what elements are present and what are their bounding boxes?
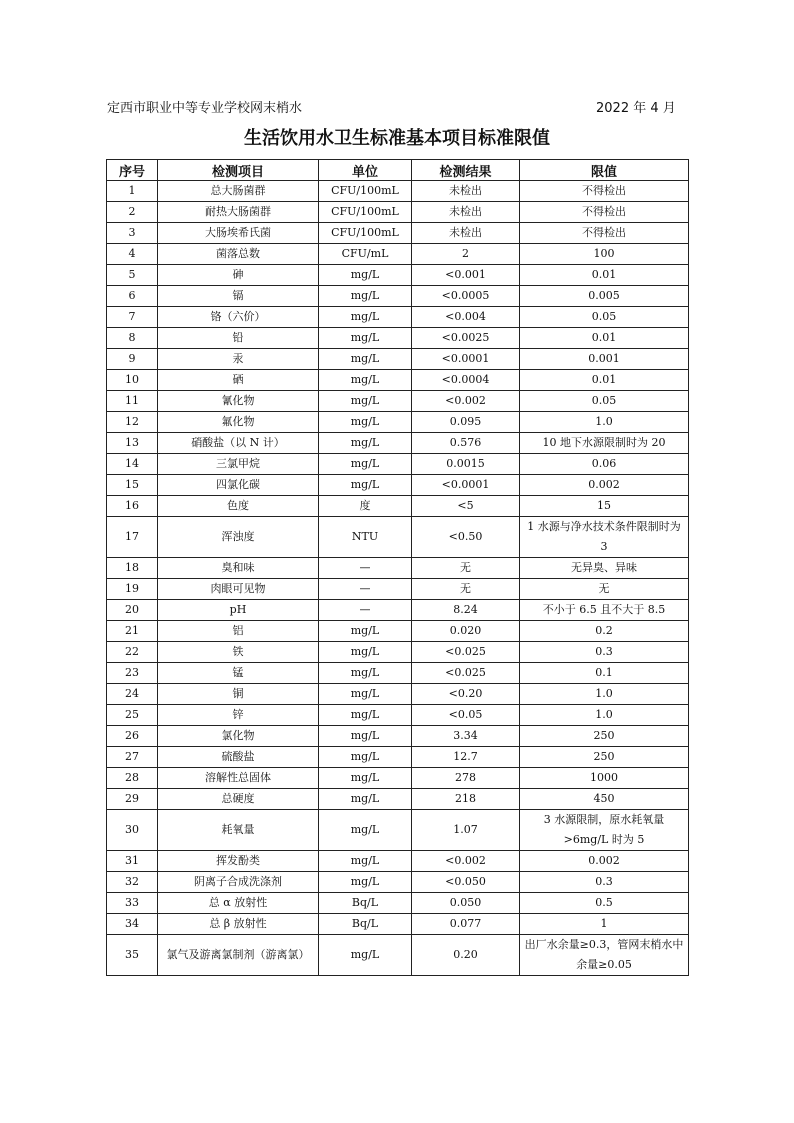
table-row [107,810,689,851]
cell-result: <0.20 [412,684,520,705]
table-row [107,244,689,265]
cell-unit: mg/L [319,684,412,705]
cell-unit: mg/L [319,349,412,370]
cell-index: 22 [107,642,158,663]
document-header-left: 定西市职业中等专业学校网末梢水 [107,101,303,116]
table-row [107,893,689,914]
cell-item: 耐热大肠菌群 [158,202,319,223]
cell-limit: 0.002 [520,475,689,496]
cell-result: <0.002 [412,851,520,872]
cell-index: 34 [107,914,158,935]
cell-limit: 0.001 [520,349,689,370]
cell-index: 8 [107,328,158,349]
cell-unit: Bq/L [319,914,412,935]
cell-result: 0.077 [412,914,520,935]
cell-limit: 15 [520,496,689,517]
table-row [107,558,689,579]
cell-result: 218 [412,789,520,810]
table-row [107,265,689,286]
cell-index: 30 [107,810,158,851]
cell-limit: 0.5 [520,893,689,914]
cell-result: 0.576 [412,433,520,454]
cell-limit: 无异臭、异味 [520,558,689,579]
cell-index: 32 [107,872,158,893]
cell-unit: — [319,600,412,621]
cell-index: 10 [107,370,158,391]
cell-index: 31 [107,851,158,872]
table-row [107,705,689,726]
cell-item: 耗氧量 [158,810,319,851]
cell-result: 未检出 [412,181,520,202]
table-row [107,579,689,600]
cell-item: 锌 [158,705,319,726]
cell-index: 28 [107,768,158,789]
cell-item: 总 α 放射性 [158,893,319,914]
cell-unit: CFU/mL [319,244,412,265]
cell-result: <0.050 [412,872,520,893]
cell-item: 铝 [158,621,319,642]
column-header-result: 检测结果 [412,160,520,181]
cell-limit: 0.2 [520,621,689,642]
cell-result: 无 [412,558,520,579]
cell-index: 17 [107,517,158,558]
cell-item: 臭和味 [158,558,319,579]
cell-index: 9 [107,349,158,370]
cell-result: <0.025 [412,642,520,663]
cell-limit: 0.1 [520,663,689,684]
cell-index: 15 [107,475,158,496]
cell-index: 27 [107,747,158,768]
table-row [107,642,689,663]
cell-index: 5 [107,265,158,286]
cell-index: 13 [107,433,158,454]
cell-result: 未检出 [412,223,520,244]
cell-result: <0.0004 [412,370,520,391]
cell-result: <0.001 [412,265,520,286]
cell-item: 总硬度 [158,789,319,810]
table-row [107,202,689,223]
table-row [107,935,689,976]
cell-unit: mg/L [319,433,412,454]
cell-item: 锰 [158,663,319,684]
table-row [107,412,689,433]
cell-index: 16 [107,496,158,517]
cell-index: 7 [107,307,158,328]
cell-limit: 不得检出 [520,181,689,202]
cell-item: 浑浊度 [158,517,319,558]
cell-result: <0.0001 [412,349,520,370]
cell-limit: 0.3 [520,872,689,893]
table-row [107,747,689,768]
cell-item: 氟化物 [158,412,319,433]
cell-index: 12 [107,412,158,433]
cell-limit: 0.3 [520,642,689,663]
cell-result: 0.020 [412,621,520,642]
cell-index: 33 [107,893,158,914]
cell-unit: mg/L [319,747,412,768]
table-row [107,370,689,391]
cell-item: 肉眼可见物 [158,579,319,600]
table-row [107,433,689,454]
table-row [107,851,689,872]
cell-limit: 0.005 [520,286,689,307]
cell-result: 278 [412,768,520,789]
cell-index: 2 [107,202,158,223]
cell-item: 色度 [158,496,319,517]
cell-limit: 无 [520,579,689,600]
cell-index: 25 [107,705,158,726]
cell-index: 26 [107,726,158,747]
cell-result: <0.002 [412,391,520,412]
cell-unit: CFU/100mL [319,223,412,244]
cell-item: 铜 [158,684,319,705]
cell-unit: mg/L [319,872,412,893]
cell-limit: 0.05 [520,307,689,328]
cell-index: 19 [107,579,158,600]
cell-unit: mg/L [319,307,412,328]
cell-item: 氰化物 [158,391,319,412]
cell-unit: mg/L [319,391,412,412]
table-row [107,914,689,935]
table-row [107,328,689,349]
table-row [107,621,689,642]
table-row [107,496,689,517]
cell-result: 1.07 [412,810,520,851]
cell-item: 氯化物 [158,726,319,747]
cell-item: 挥发酚类 [158,851,319,872]
cell-limit: 0.06 [520,454,689,475]
column-header-item: 检测项目 [158,160,319,181]
cell-result: 无 [412,579,520,600]
cell-result: 3.34 [412,726,520,747]
cell-limit: 3 水源限制，原水耗氧量>6mg/L 时为 5 [520,810,689,851]
cell-result: <0.50 [412,517,520,558]
cell-index: 20 [107,600,158,621]
cell-unit: mg/L [319,475,412,496]
table-row [107,391,689,412]
table-row [107,475,689,496]
cell-limit: 1 [520,914,689,935]
cell-result: 0.20 [412,935,520,976]
cell-item: 铬（六价） [158,307,319,328]
cell-unit: mg/L [319,286,412,307]
cell-index: 29 [107,789,158,810]
cell-limit: 10 地下水源限制时为 20 [520,433,689,454]
cell-result: 8.24 [412,600,520,621]
cell-item: 溶解性总固体 [158,768,319,789]
cell-result: <5 [412,496,520,517]
cell-limit: 250 [520,726,689,747]
cell-index: 11 [107,391,158,412]
cell-item: 总大肠菌群 [158,181,319,202]
cell-result: <0.004 [412,307,520,328]
cell-unit: CFU/100mL [319,202,412,223]
cell-unit: mg/L [319,328,412,349]
document-header-date: 2022 年 4 月 [596,101,676,116]
cell-limit: 1.0 [520,705,689,726]
cell-unit: mg/L [319,726,412,747]
cell-limit: 1000 [520,768,689,789]
cell-unit: CFU/100mL [319,181,412,202]
cell-result: <0.05 [412,705,520,726]
cell-unit: mg/L [319,454,412,475]
cell-unit: NTU [319,517,412,558]
table-row [107,349,689,370]
cell-result: 0.0015 [412,454,520,475]
cell-index: 3 [107,223,158,244]
column-header-limit: 限值 [520,160,689,181]
cell-index: 4 [107,244,158,265]
cell-item: 硝酸盐（以 N 计） [158,433,319,454]
cell-item: 三氯甲烷 [158,454,319,475]
table-row [107,286,689,307]
cell-result: <0.0005 [412,286,520,307]
table-row [107,872,689,893]
cell-unit: mg/L [319,412,412,433]
cell-item: 阴离子合成洗涤剂 [158,872,319,893]
cell-unit: — [319,579,412,600]
table-row [107,223,689,244]
cell-limit: 出厂水余量≥0.3，管网末梢水中余量≥0.05 [520,935,689,976]
cell-item: 硫酸盐 [158,747,319,768]
cell-limit: 0.01 [520,265,689,286]
cell-index: 14 [107,454,158,475]
cell-limit: 0.01 [520,370,689,391]
cell-item: 四氯化碳 [158,475,319,496]
column-header-index: 序号 [107,160,158,181]
table-row [107,663,689,684]
column-header-unit: 单位 [319,160,412,181]
table-row [107,684,689,705]
table-row [107,181,689,202]
cell-limit: 1.0 [520,412,689,433]
cell-index: 1 [107,181,158,202]
table-header-row [107,160,689,181]
cell-result: 2 [412,244,520,265]
cell-index: 6 [107,286,158,307]
cell-unit: mg/L [319,935,412,976]
cell-item: 砷 [158,265,319,286]
cell-result: <0.025 [412,663,520,684]
cell-unit: mg/L [319,621,412,642]
cell-unit: mg/L [319,370,412,391]
cell-limit: 不得检出 [520,223,689,244]
cell-item: 铁 [158,642,319,663]
cell-index: 18 [107,558,158,579]
table-row [107,600,689,621]
cell-limit: 不得检出 [520,202,689,223]
cell-unit: mg/L [319,705,412,726]
cell-limit: 0.05 [520,391,689,412]
cell-limit: 100 [520,244,689,265]
cell-result: 0.050 [412,893,520,914]
cell-limit: 250 [520,747,689,768]
table-row [107,454,689,475]
cell-item: pH [158,600,319,621]
cell-result: <0.0025 [412,328,520,349]
cell-item: 大肠埃希氏菌 [158,223,319,244]
cell-limit: 1.0 [520,684,689,705]
cell-result: 12.7 [412,747,520,768]
cell-item: 氯气及游离氯制剂（游离氯） [158,935,319,976]
cell-unit: mg/L [319,810,412,851]
table-row [107,768,689,789]
cell-limit: 不小于 6.5 且不大于 8.5 [520,600,689,621]
cell-item: 汞 [158,349,319,370]
cell-unit: 度 [319,496,412,517]
standard-limits-table [106,159,689,976]
cell-item: 总 β 放射性 [158,914,319,935]
cell-item: 菌落总数 [158,244,319,265]
cell-index: 24 [107,684,158,705]
cell-result: 未检出 [412,202,520,223]
table-row [107,517,689,558]
table-row [107,307,689,328]
cell-item: 铅 [158,328,319,349]
cell-unit: mg/L [319,789,412,810]
cell-unit: mg/L [319,663,412,684]
cell-result: <0.0001 [412,475,520,496]
table-row [107,726,689,747]
cell-index: 35 [107,935,158,976]
document-title: 生活饮用水卫生标准基本项目标准限值 [244,128,550,149]
cell-limit: 450 [520,789,689,810]
cell-unit: mg/L [319,265,412,286]
cell-unit: Bq/L [319,893,412,914]
table-row [107,789,689,810]
cell-item: 镉 [158,286,319,307]
cell-limit: 0.01 [520,328,689,349]
cell-limit: 1 水源与净水技术条件限制时为 3 [520,517,689,558]
cell-limit: 0.002 [520,851,689,872]
cell-unit: mg/L [319,768,412,789]
cell-unit: mg/L [319,851,412,872]
cell-item: 硒 [158,370,319,391]
cell-index: 21 [107,621,158,642]
cell-result: 0.095 [412,412,520,433]
cell-unit: mg/L [319,642,412,663]
cell-unit: — [319,558,412,579]
cell-index: 23 [107,663,158,684]
table-body [107,181,689,976]
